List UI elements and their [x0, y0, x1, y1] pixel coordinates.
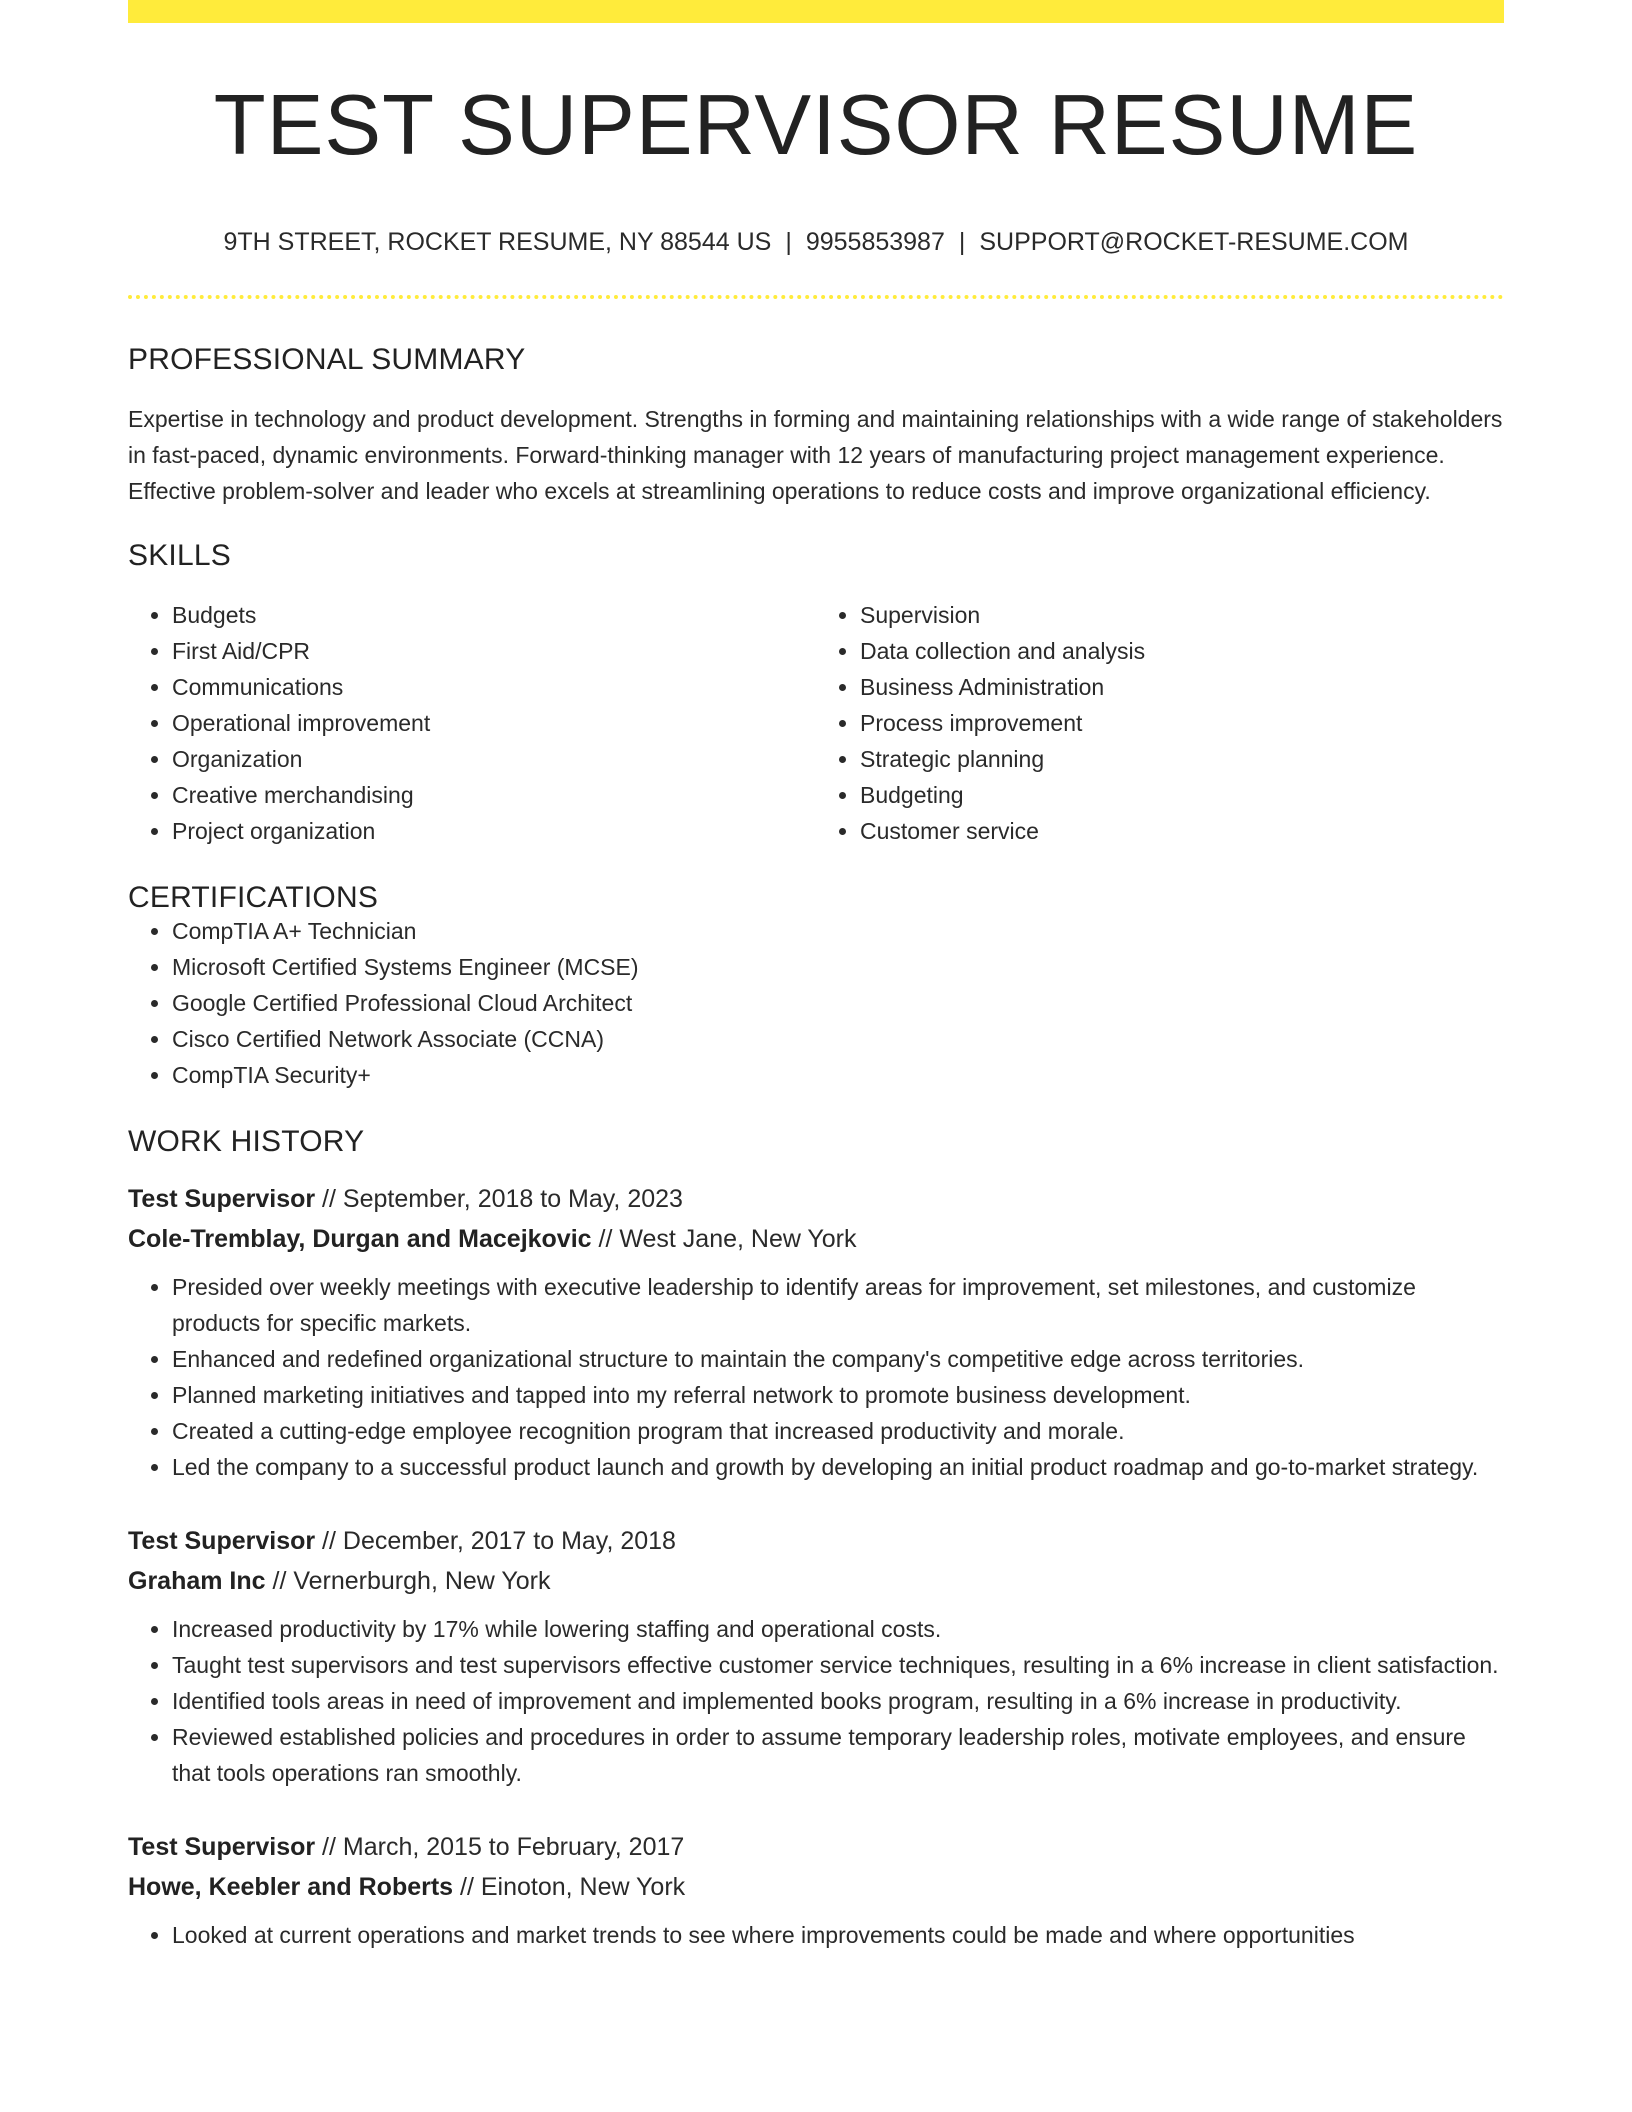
job-bullets	[128, 1917, 1504, 1953]
address-text: 9TH STREET, ROCKET RESUME, NY 88544 US	[223, 228, 772, 256]
job-entry	[128, 1827, 1504, 1953]
job-title-line	[128, 1827, 1504, 1867]
skill-item: • Customer service	[860, 813, 1504, 849]
skill-item: • Budgeting	[860, 777, 1504, 813]
job-title: Test Supervisor	[128, 1833, 316, 1861]
job-bullets	[128, 1611, 1504, 1791]
job-location: // West Jane, New York	[591, 1225, 857, 1253]
skill-item: • Data collection and analysis	[860, 633, 1504, 669]
job-bullet: • Taught test supervisors and test supervisors effective customer service techniques, resulting in a 6% increase in client satisfaction.	[172, 1647, 1504, 1683]
job-bullet: • Led the company to a successful product launch and growth by developing an initial product roadmap and go-to-market strategy.	[172, 1449, 1504, 1485]
skill-item: • First Aid/CPR	[172, 633, 816, 669]
job-bullets	[128, 1269, 1504, 1485]
certification-item: • Cisco Certified Network Associate (CCNA)	[172, 1021, 1504, 1057]
job-company-line	[128, 1219, 1504, 1259]
certification-item: • Google Certified Professional Cloud Architect	[172, 985, 1504, 1021]
accent-top-bar	[128, 0, 1504, 23]
certifications-list	[128, 913, 1504, 1093]
resume-page	[128, 0, 1504, 1953]
contact-separator: |	[958, 228, 966, 256]
skill-item: • Business Administration	[860, 669, 1504, 705]
job-bullet: • Increased productivity by 17% while lowering staffing and operational costs.	[172, 1611, 1504, 1647]
job-dates: // March, 2015 to February, 2017	[315, 1833, 685, 1861]
resume-title: TEST SUPERVISOR RESUME	[213, 78, 1419, 173]
skill-item: • Organization	[172, 741, 816, 777]
skill-item: • Creative merchandising	[172, 777, 816, 813]
skills-heading: SKILLS	[128, 539, 231, 572]
job-entry	[128, 1521, 1504, 1791]
job-title-line	[128, 1521, 1504, 1561]
summary-text: Expertise in technology and product development. Strengths in forming and maintaining relationships with a wide range of stakeholders in fast-paced, dynamic environments. Forward-thinking manager with 12 years of manufacturing project management experience. Effective problem-solver and leader who excels at streamlining operations to reduce costs and improve organizational efficiency.	[128, 406, 1503, 504]
phone-text: 9955853987	[805, 228, 945, 256]
job-bullet: • Presided over weekly meetings with executive leadership to identify areas for improvement, set milestones, and customize products for specific markets.	[172, 1269, 1504, 1341]
job-company-line	[128, 1867, 1504, 1907]
job-title: Test Supervisor	[128, 1527, 316, 1555]
job-entry	[128, 1179, 1504, 1485]
certification-item: • CompTIA A+ Technician	[172, 913, 1504, 949]
job-bullet: • Created a cutting-edge employee recognition program that increased productivity and morale.	[172, 1413, 1504, 1449]
job-title: Test Supervisor	[128, 1185, 316, 1213]
skill-item: • Budgets	[172, 597, 816, 633]
summary-heading: PROFESSIONAL SUMMARY	[128, 343, 526, 376]
certification-item: • Microsoft Certified Systems Engineer (MCSE)	[172, 949, 1504, 985]
skill-item: • Project organization	[172, 813, 816, 849]
job-company-line	[128, 1561, 1504, 1601]
job-bullet: • Enhanced and redefined organizational structure to maintain the company's competitive edge across territories.	[172, 1341, 1504, 1377]
job-bullet: • Reviewed established policies and procedures in order to assume temporary leadership roles, motivate employees, and ensure that tools operations ran smoothly.	[172, 1719, 1504, 1791]
dotted-divider	[128, 295, 1504, 299]
job-dates: // December, 2017 to May, 2018	[315, 1527, 676, 1555]
job-bullet: • Planned marketing initiatives and tapped into my referral network to promote business development.	[172, 1377, 1504, 1413]
job-company: Howe, Keebler and Roberts	[128, 1873, 454, 1901]
skill-item: • Strategic planning	[860, 741, 1504, 777]
skill-item: • Process improvement	[860, 705, 1504, 741]
job-location: // Vernerburgh, New York	[265, 1567, 551, 1595]
skill-item: • Communications	[172, 669, 816, 705]
job-bullet: • Identified tools areas in need of improvement and implemented books program, resulting in a 6% increase in productivity.	[172, 1683, 1504, 1719]
skills-list-right	[816, 597, 1504, 849]
skills-list-left	[128, 597, 816, 849]
skills-columns	[128, 597, 1504, 849]
certification-item: • CompTIA Security+	[172, 1057, 1504, 1093]
skill-item: • Supervision	[860, 597, 1504, 633]
work-history-heading: WORK HISTORY	[128, 1125, 365, 1158]
job-dates: // September, 2018 to May, 2023	[315, 1185, 683, 1213]
skill-item: • Operational improvement	[172, 705, 816, 741]
job-bullet: • Looked at current operations and market trends to see where improvements could be made and where opportunities	[172, 1917, 1504, 1953]
job-location: // Einoton, New York	[453, 1873, 686, 1901]
email-text: SUPPORT@ROCKET-RESUME.COM	[979, 228, 1409, 256]
certifications-heading: CERTIFICATIONS	[128, 881, 379, 914]
job-title-line	[128, 1179, 1504, 1219]
contact-separator: |	[785, 228, 792, 256]
contact-line	[128, 228, 1504, 257]
job-company: Cole-Tremblay, Durgan and Macejkovic	[128, 1225, 592, 1253]
job-company: Graham Inc	[128, 1567, 266, 1595]
